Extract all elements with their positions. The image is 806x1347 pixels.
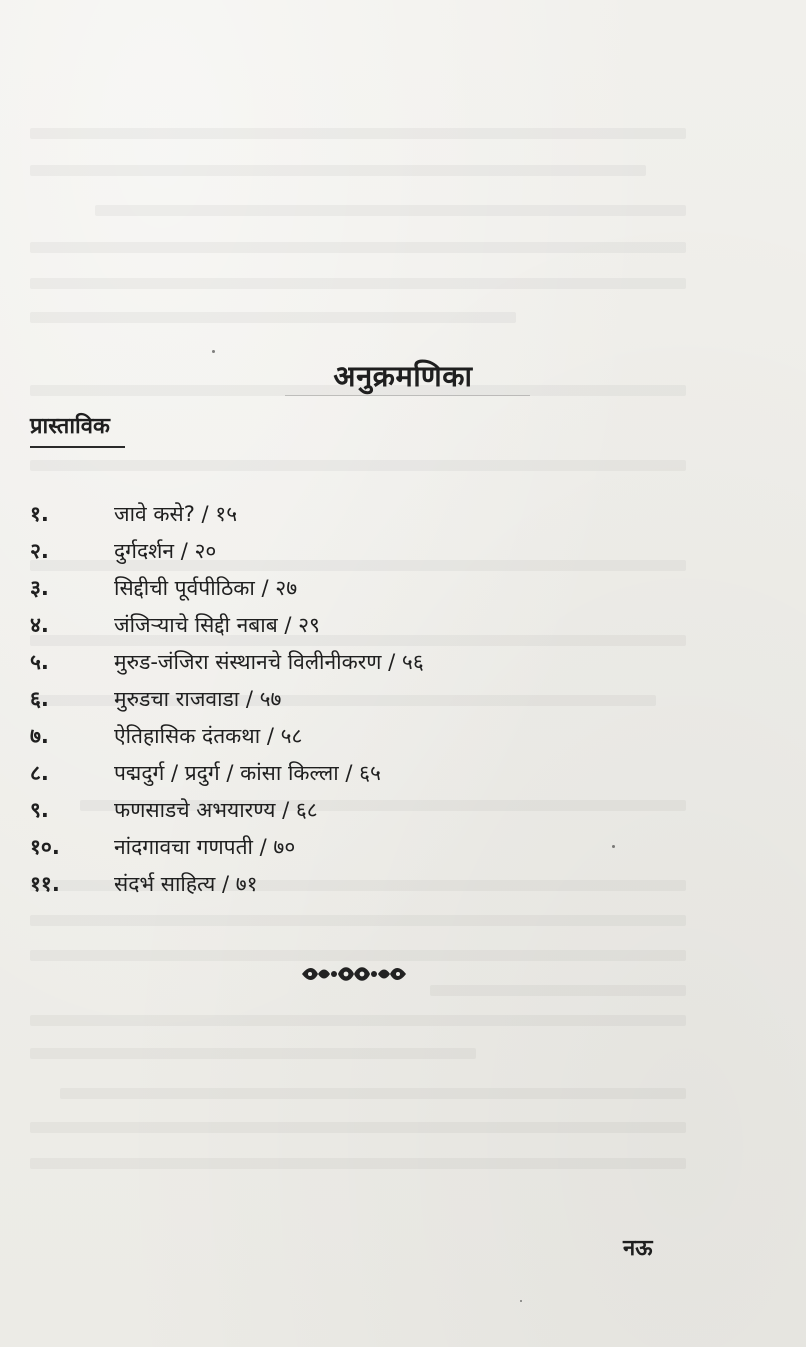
section-heading: प्रास्ताविक <box>30 414 110 439</box>
toc-entry <box>30 500 590 537</box>
toc-entry <box>30 796 590 833</box>
show-through-line <box>30 242 686 253</box>
toc-entry <box>30 759 590 796</box>
toc-entry-text: मुरुड-जंजिरा संस्थानचे विलीनीकरण / ५६ <box>114 650 424 674</box>
toc-entry <box>30 574 590 611</box>
toc-entry-number: ५. <box>30 650 49 674</box>
show-through-line <box>30 915 686 926</box>
floral-divider-icon <box>300 962 408 986</box>
toc-entry-number: ११. <box>30 872 60 896</box>
paper-speck <box>520 1300 522 1302</box>
toc-entry-number: १०. <box>30 835 60 859</box>
toc-entry-number: ६. <box>30 687 49 711</box>
toc-entry-number: ७. <box>30 724 49 748</box>
toc-entry-text: जावे कसे? / १५ <box>114 502 238 526</box>
toc-entry-text: मुरुडचा राजवाडा / ५७ <box>114 687 282 711</box>
show-through-line <box>30 950 686 961</box>
show-through-line <box>30 278 686 289</box>
page-number: नऊ <box>623 1236 653 1261</box>
show-through-line <box>30 1122 686 1133</box>
toc-entry <box>30 833 590 870</box>
show-through-line <box>95 205 686 216</box>
toc-entry-text: नांदगावचा गणपती / ७० <box>114 835 296 859</box>
toc-entry-number: १. <box>30 502 49 526</box>
toc-entry <box>30 537 590 574</box>
toc-entry <box>30 722 590 759</box>
toc-entry-text: फणसाडचे अभयारण्य / ६८ <box>114 798 318 822</box>
toc-entry <box>30 685 590 722</box>
toc-entry-text: दुर्गदर्शन / २० <box>114 539 217 563</box>
toc-entry-text: सिद्दीची पूर्वपीठिका / २७ <box>114 576 298 600</box>
page-title: अनुक्रमणिका <box>333 359 473 393</box>
show-through-line <box>430 985 686 996</box>
show-through-line <box>30 312 516 323</box>
toc-entry-text: पद्मदुर्ग / प्रदुर्ग / कांसा किल्ला / ६५ <box>114 761 381 785</box>
toc-entry <box>30 648 590 685</box>
title-rule <box>285 395 530 396</box>
table-of-contents <box>30 500 590 907</box>
toc-entry-number: ३. <box>30 576 49 600</box>
toc-entry-number: २. <box>30 539 49 563</box>
toc-entry-text: ऐतिहासिक दंतकथा / ५८ <box>114 724 303 748</box>
section-underline <box>30 446 125 448</box>
show-through-line <box>30 460 686 471</box>
paper-speck <box>612 845 615 848</box>
paper-speck <box>212 350 215 353</box>
show-through-line <box>30 1158 686 1169</box>
toc-entry-number: ८. <box>30 761 49 785</box>
show-through-line <box>30 1048 476 1059</box>
show-through-line <box>30 1015 686 1026</box>
show-through-line <box>60 1088 686 1099</box>
toc-entry-text: संदर्भ साहित्य / ७१ <box>114 872 258 896</box>
toc-entry-number: ९. <box>30 798 49 822</box>
toc-entry <box>30 611 590 648</box>
show-through-line <box>30 128 686 139</box>
toc-entry <box>30 870 590 907</box>
toc-entry-text: जंजिऱ्याचे सिद्दी नबाब / २९ <box>114 613 320 637</box>
show-through-line <box>30 165 646 176</box>
toc-entry-number: ४. <box>30 613 49 637</box>
